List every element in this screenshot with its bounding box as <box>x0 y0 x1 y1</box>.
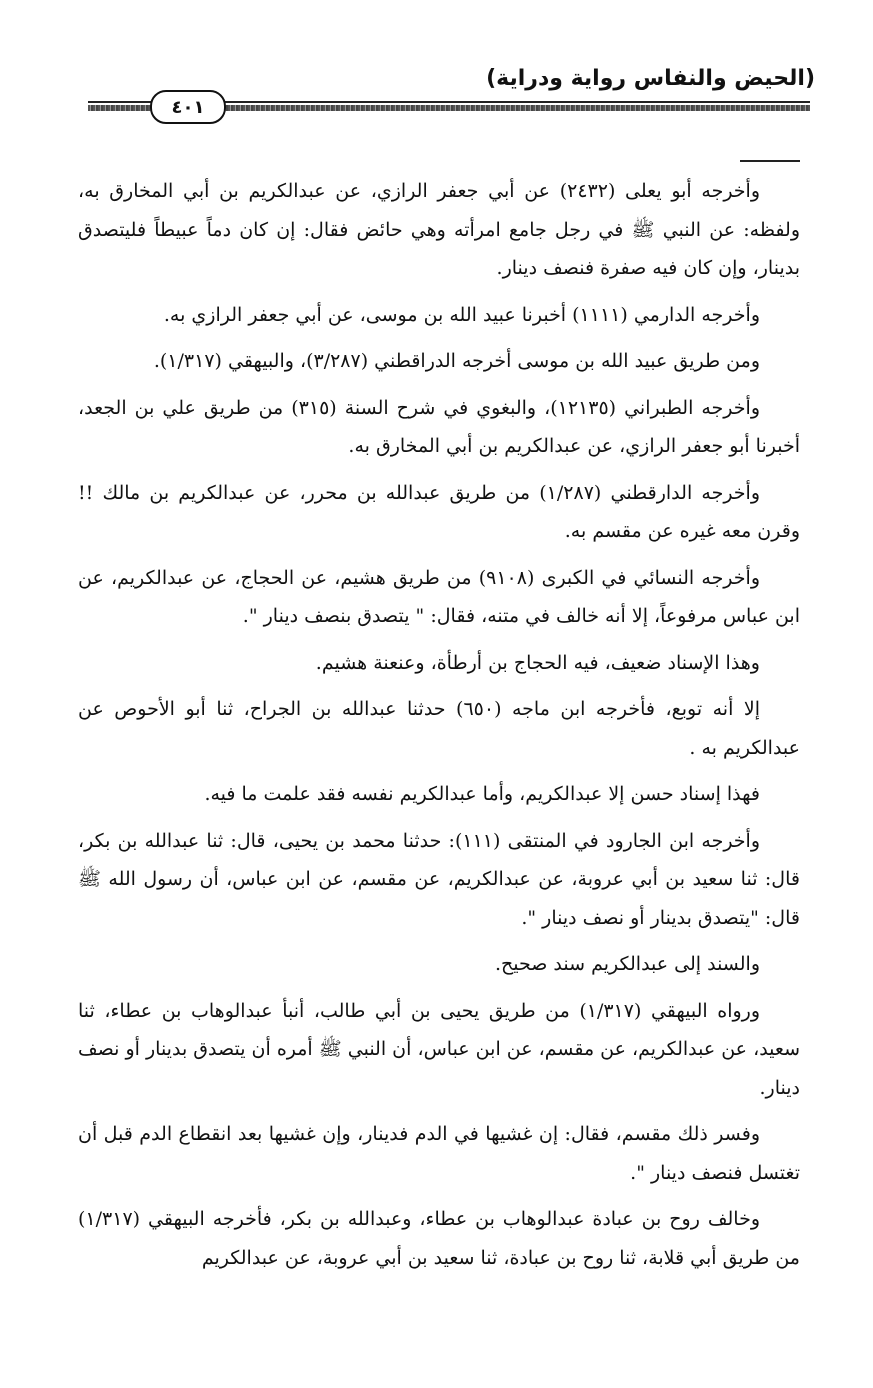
paragraph: وأخرجه الدارقطني (١/٢٨٧) من طريق عبدالله بن محرر، عن عبدالكريم بن مالك !! وقرن معه غيره عن مقسم به. <box>78 481 800 542</box>
running-header-title: (الحيض والنفاس رواية ودراية) <box>486 66 815 91</box>
paragraph: وفسر ذلك مقسم، فقال: إن غشيها في الدم فدينار، وإن غشيها بعد انقطاع الدم قبل أن تغتسل فنصف دينار ". <box>78 1123 800 1184</box>
footnote-separator-rule <box>740 160 800 162</box>
paragraph: وأخرجه ابن الجارود في المنتقى (١١١): حدثنا محمد بن يحيى، قال: ثنا عبدالله بن بكر، قال: ثنا سعيد بن أبي عروبة، عن عبدالكريم، عن مقسم، عن ابن عباس، أن رسول الله ﷺ قال: "يتصدق بدينار أو نصف دينار ". <box>78 829 800 929</box>
page-body <box>78 172 800 1285</box>
paragraph: والسند إلى عبدالكريم سند صحيح. <box>494 953 760 975</box>
paragraph: وهذا الإسناد ضعيف، فيه الحجاج بن أرطأة، وعنعنة هشيم. <box>315 651 760 674</box>
paragraph: إلا أنه توبع، فأخرجه ابن ماجه (٦٥٠) حدثنا عبدالله بن الجراح، ثنا أبو الأحوص عن عبدالكريم به . <box>78 698 800 759</box>
paragraph: وأخرجه النسائي في الكبرى (٩١٠٨) من طريق هشيم، عن الحجاج، عن عبدالكريم، عن ابن عباس مرفوعاً، إلا أنه خالف في متنه، فقال: " يتصدق بنصف دينار ". <box>78 566 800 627</box>
paragraph: فهذا إسناد حسن إلا عبدالكريم، وأما عبدالكريم نفسه فقد علمت ما فيه. <box>204 783 760 805</box>
paragraph: وأخرجه الطبراني (١٢١٣٥)، والبغوي في شرح السنة (٣١٥) من طريق علي بن الجعد، أخبرنا أبو جعفر الرازي، عن عبدالكريم بن أبي المخارق به. <box>78 396 800 457</box>
paragraph: ورواه البيهقي (١/٣١٧) من طريق يحيى بن أبي طالب، أنبأ عبدالوهاب بن عطاء، ثنا سعيد، عن عبدالكريم، عن مقسم، عن ابن عباس، أن النبي ﷺ أمره أن يتصدق بدينار أو نصف دينار. <box>78 999 800 1099</box>
paragraph: ومن طريق عبيد الله بن موسى أخرجه الدراقطني (٣/٢٨٧)، والبيهقي (١/٣١٧). <box>153 350 760 372</box>
paragraph: وأخرجه الدارمي (١١١١) أخبرنا عبيد الله بن موسى، عن أبي جعفر الرازي به. <box>163 303 760 326</box>
page-number: ٤٠١ <box>150 90 226 124</box>
paragraph: وأخرجه أبو يعلى (٢٤٣٢) عن أبي جعفر الرازي، عن عبدالكريم بن أبي المخارق به، ولفظه: عن النبي ﷺ في رجل جامع امرأته وهي حائض فقال: إن كان دماً عبيطاً فليتصدق بدينار، وإن كان فيه صفرة فنصف دينار. <box>78 180 800 279</box>
paragraph: وخالف روح بن عبادة عبدالوهاب بن عطاء، وعبدالله بن بكر، فأخرجه البيهقي (١/٣١٧) من طريق أبي قلابة، ثنا روح بن عبادة، ثنا سعيد بن أبي عروبة، عن عبدالكريم <box>78 1208 800 1269</box>
